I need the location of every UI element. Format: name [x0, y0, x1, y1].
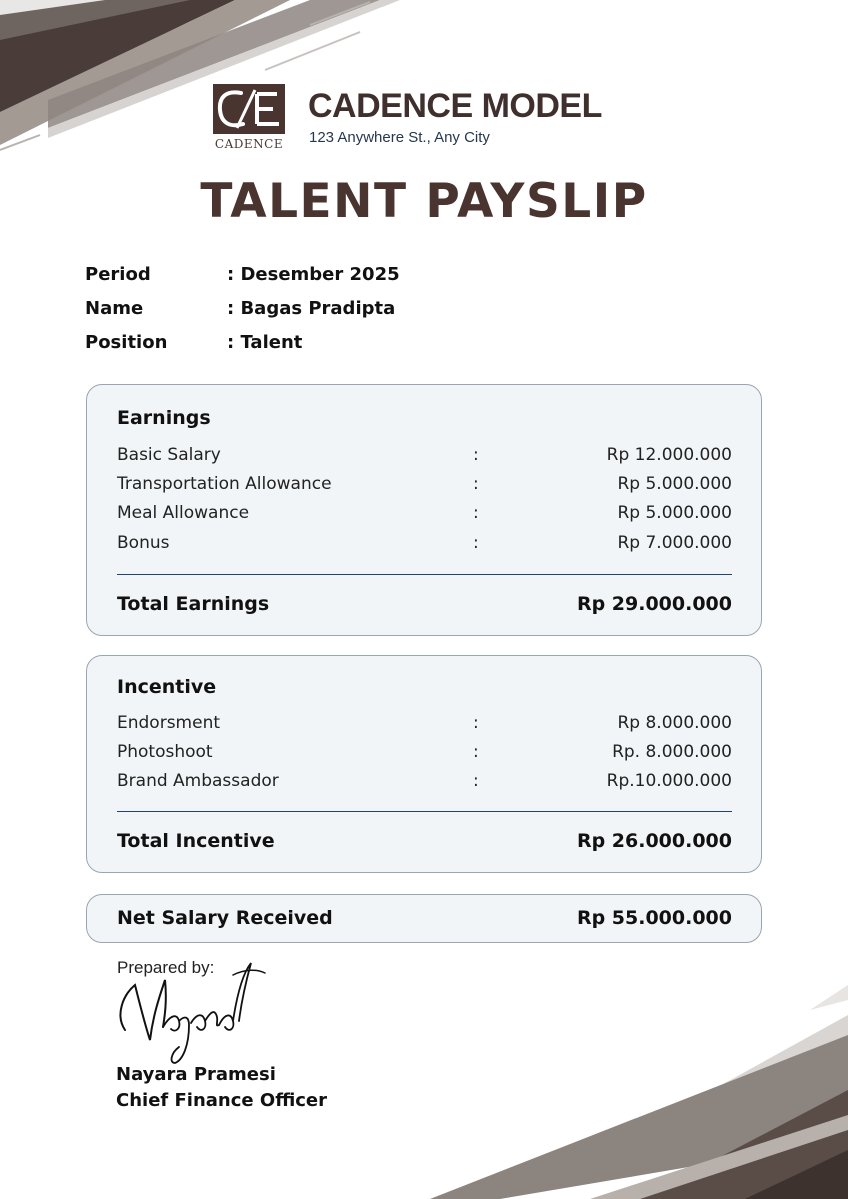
total-amount: Rp 26.000.000 — [576, 830, 732, 852]
signer-name: Nayara Pramesi — [116, 1064, 276, 1085]
net-salary-label: Net Salary Received — [117, 907, 333, 929]
logo-wordmark: CADENCE — [214, 137, 284, 151]
incentive-divider — [117, 811, 732, 812]
line-item-amount: Rp 12.000.000 — [606, 445, 732, 465]
company-logo-icon — [213, 84, 285, 134]
line-item-colon: : — [473, 445, 479, 465]
net-salary-card — [86, 894, 762, 943]
line-item-colon: : — [473, 771, 479, 791]
line-item-colon: : — [473, 474, 479, 494]
earnings-line-item — [117, 441, 732, 471]
line-item-colon: : — [473, 503, 479, 523]
info-label: Position — [85, 331, 168, 353]
earnings-line-item — [117, 470, 732, 500]
earnings-line-item — [117, 529, 732, 559]
line-item-label: Basic Salary — [117, 445, 221, 465]
company-header — [213, 84, 633, 154]
incentive-card — [86, 655, 762, 873]
info-value: : Bagas Pradipta — [227, 297, 396, 319]
line-item-label: Bonus — [117, 533, 170, 553]
line-item-amount: Rp. 8.000.000 — [612, 742, 732, 762]
info-label: Period — [85, 263, 151, 285]
info-row-period — [85, 257, 400, 291]
line-item-colon: : — [473, 533, 479, 553]
signer-title: Chief Finance Officer — [116, 1090, 328, 1111]
incentive-line-item — [117, 738, 732, 768]
total-label: Total Earnings — [117, 593, 270, 615]
earnings-divider — [117, 574, 732, 575]
line-item-label: Meal Allowance — [117, 503, 250, 523]
prepared-by-label: Prepared by: — [117, 958, 215, 977]
company-address: 123 Anywhere St., Any City — [309, 129, 490, 146]
line-item-amount: Rp.10.000.000 — [606, 771, 732, 791]
earnings-line-item — [117, 499, 732, 529]
line-item-label: Transportation Allowance — [117, 474, 332, 494]
line-item-label: Endorsment — [117, 713, 221, 733]
incentive-line-item — [117, 767, 732, 797]
info-value: : Desember 2025 — [227, 263, 400, 285]
handwritten-signature — [105, 955, 275, 1065]
line-item-amount: Rp 7.000.000 — [617, 533, 732, 553]
line-item-amount: Rp 5.000.000 — [617, 474, 732, 494]
net-salary-amount: Rp 55.000.000 — [576, 907, 732, 929]
employee-info — [85, 257, 400, 359]
line-item-colon: : — [473, 713, 479, 733]
company-name: CADENCE MODEL — [308, 87, 602, 125]
info-row-position — [85, 325, 400, 359]
incentive-heading: Incentive — [117, 676, 217, 698]
incentive-line-item — [117, 709, 732, 739]
info-label: Name — [85, 297, 144, 319]
info-value: : Talent — [227, 331, 303, 353]
line-item-colon: : — [473, 742, 479, 762]
info-row-name — [85, 291, 400, 325]
document-title: TALENT PAYSLIP — [200, 174, 648, 229]
earnings-heading: Earnings — [117, 407, 211, 429]
total-label: Total Incentive — [117, 830, 275, 852]
line-item-label: Brand Ambassador — [117, 771, 279, 791]
line-item-amount: Rp 8.000.000 — [617, 713, 732, 733]
total-amount: Rp 29.000.000 — [576, 593, 732, 615]
earnings-card — [86, 384, 762, 636]
line-item-amount: Rp 5.000.000 — [617, 503, 732, 523]
line-item-label: Photoshoot — [117, 742, 213, 762]
